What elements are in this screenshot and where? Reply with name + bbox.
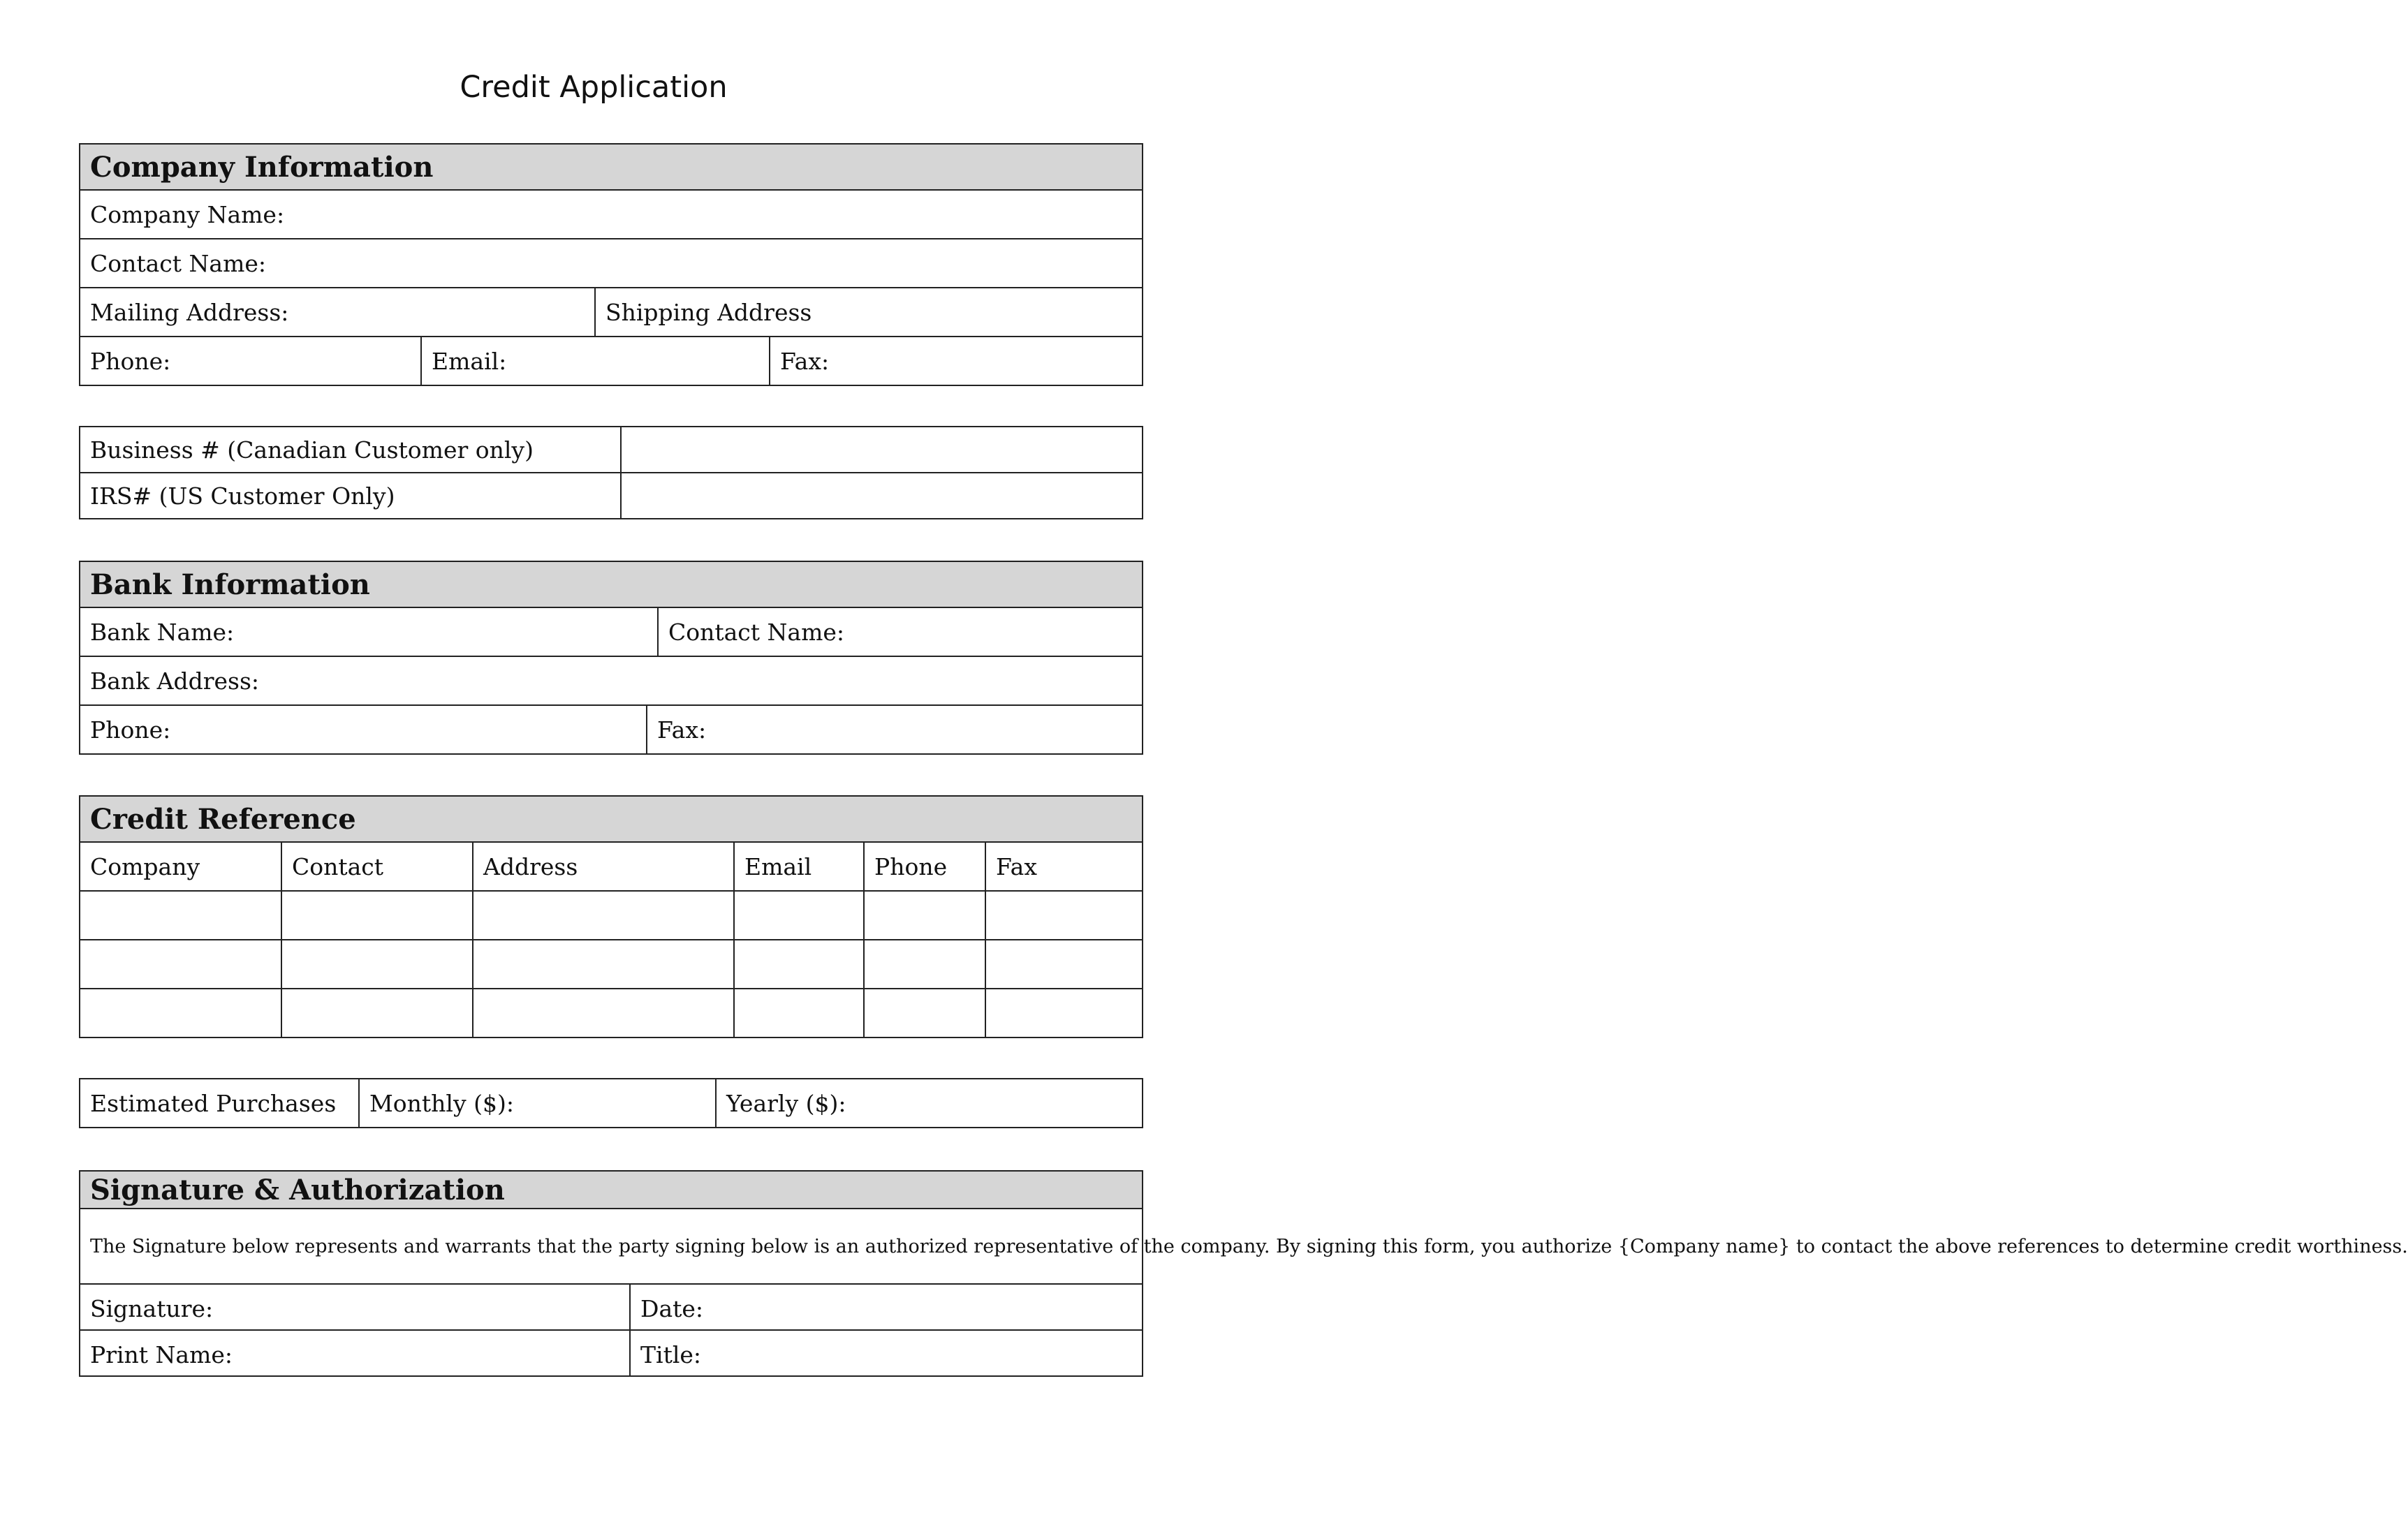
reference-fax-cell[interactable] xyxy=(985,940,1143,989)
company-information-header: Company Information xyxy=(80,144,1143,190)
company-name-field[interactable]: Company Name: xyxy=(80,190,1143,239)
fax-field[interactable]: Fax: xyxy=(770,337,1143,385)
monthly-purchases-field[interactable]: Monthly ($): xyxy=(359,1079,716,1128)
reference-email-cell[interactable] xyxy=(734,989,864,1037)
signature-field[interactable]: Signature: xyxy=(80,1284,630,1330)
business-number-input[interactable] xyxy=(621,427,1143,473)
table-row xyxy=(80,940,1143,989)
column-header-contact: Contact xyxy=(281,842,473,891)
estimated-purchases-label: Estimated Purchases xyxy=(80,1079,359,1128)
column-header-phone: Phone xyxy=(864,842,985,891)
bank-phone-field[interactable]: Phone: xyxy=(80,705,647,754)
reference-phone-cell[interactable] xyxy=(864,891,985,940)
tax-id-table xyxy=(79,426,1143,519)
credit-reference-table xyxy=(79,795,1143,1038)
reference-email-cell[interactable] xyxy=(734,940,864,989)
irs-number-label: IRS# (US Customer Only) xyxy=(80,473,621,519)
bank-information-table xyxy=(79,561,1143,755)
phone-field[interactable]: Phone: xyxy=(80,337,421,385)
reference-fax-cell[interactable] xyxy=(985,989,1143,1037)
column-header-email: Email xyxy=(734,842,864,891)
reference-fax-cell[interactable] xyxy=(985,891,1143,940)
contact-name-field[interactable]: Contact Name: xyxy=(80,239,1143,288)
email-field[interactable]: Email: xyxy=(421,337,770,385)
signature-authorization-header: Signature & Authorization xyxy=(80,1171,1143,1209)
reference-contact-cell[interactable] xyxy=(281,940,473,989)
shipping-address-field[interactable]: Shipping Address xyxy=(595,288,1143,337)
reference-email-cell[interactable] xyxy=(734,891,864,940)
reference-phone-cell[interactable] xyxy=(864,940,985,989)
signature-authorization-table xyxy=(79,1170,2408,1377)
reference-contact-cell[interactable] xyxy=(281,891,473,940)
bank-name-field[interactable]: Bank Name: xyxy=(80,607,658,656)
authorization-statement: The Signature below represents and warrants that the party signing below is an authorized representative of the company. By signing this form, you authorize {Company name} to contact the above references to determine credit worthiness. xyxy=(80,1209,1143,1284)
reference-address-cell[interactable] xyxy=(473,891,734,940)
reference-address-cell[interactable] xyxy=(473,989,734,1037)
reference-company-cell[interactable] xyxy=(80,940,281,989)
title-field[interactable]: Title: xyxy=(630,1330,1143,1376)
company-information-table xyxy=(79,143,1143,386)
column-header-fax: Fax xyxy=(985,842,1143,891)
reference-address-cell[interactable] xyxy=(473,940,734,989)
estimated-purchases-table xyxy=(79,1078,1143,1128)
bank-fax-field[interactable]: Fax: xyxy=(647,705,1143,754)
bank-contact-name-field[interactable]: Contact Name: xyxy=(658,607,1143,656)
page-title: Credit Application xyxy=(460,70,728,105)
print-name-field[interactable]: Print Name: xyxy=(80,1330,630,1376)
column-header-address: Address xyxy=(473,842,734,891)
mailing-address-field[interactable]: Mailing Address: xyxy=(80,288,595,337)
bank-address-field[interactable]: Bank Address: xyxy=(80,656,1143,705)
business-number-label: Business # (Canadian Customer only) xyxy=(80,427,621,473)
irs-number-input[interactable] xyxy=(621,473,1143,519)
reference-company-cell[interactable] xyxy=(80,891,281,940)
date-field[interactable]: Date: xyxy=(630,1284,1143,1330)
reference-contact-cell[interactable] xyxy=(281,989,473,1037)
table-row xyxy=(80,989,1143,1037)
reference-phone-cell[interactable] xyxy=(864,989,985,1037)
reference-company-cell[interactable] xyxy=(80,989,281,1037)
table-row xyxy=(80,891,1143,940)
column-header-company: Company xyxy=(80,842,281,891)
credit-reference-header: Credit Reference xyxy=(80,796,1143,842)
yearly-purchases-field[interactable]: Yearly ($): xyxy=(716,1079,1143,1128)
bank-information-header: Bank Information xyxy=(80,561,1143,607)
